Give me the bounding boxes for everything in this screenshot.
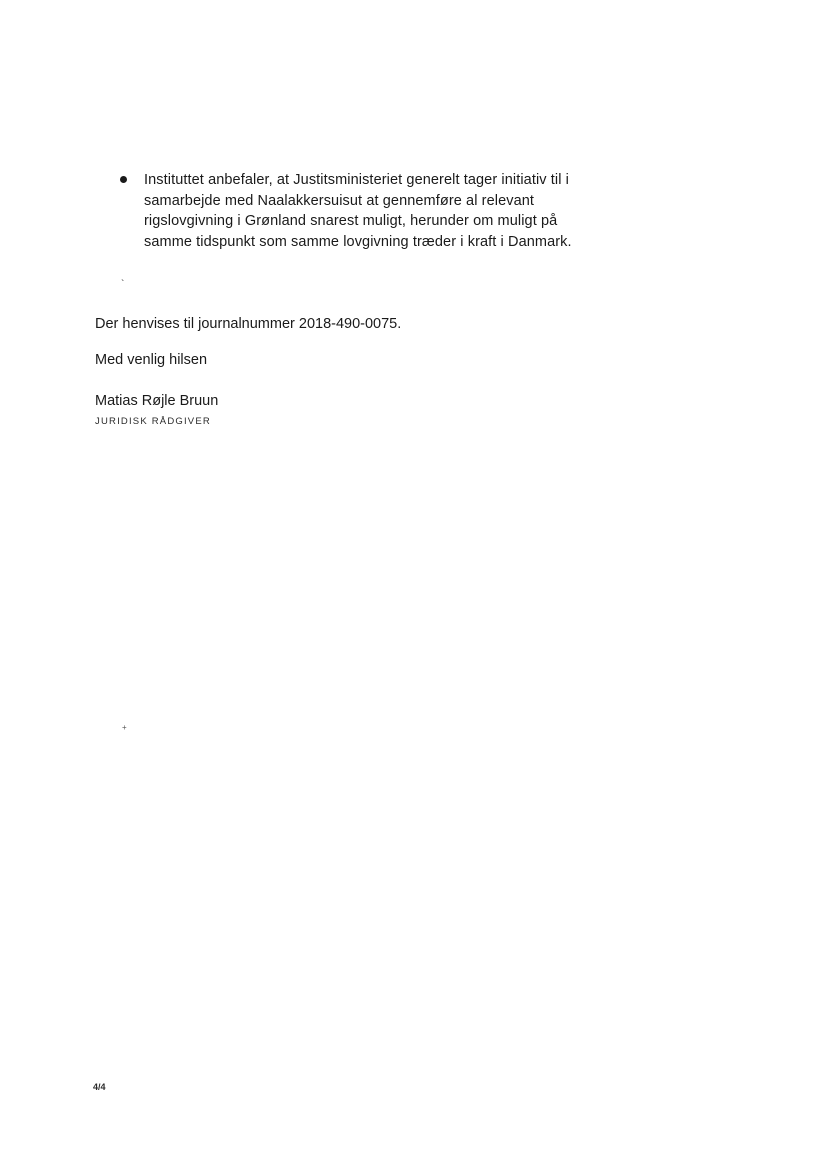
recommendation-text: Instituttet anbefaler, at Justitsministeriet generelt tager initiativ til i samarbejde med Naalakkersuisut at gennemføre al relevant rigslovgivning i Grønland snarest muligt, herunder om muligt på samme tidspunkt som samme lovgivning træder i kraft i Danmark. [144, 172, 572, 250]
bullet-icon [120, 176, 127, 183]
recommendation-bullet [118, 170, 578, 252]
journal-reference: Der henvises til journalnummer 2018-490-0075. [95, 316, 402, 332]
closing-greeting: Med venlig hilsen [95, 352, 208, 368]
page-number: 4/4 [93, 1082, 106, 1092]
stray-mark: ` [121, 279, 125, 290]
signer-title: JURIDISK RÅDGIVER [95, 416, 211, 427]
stray-mark: + [122, 723, 127, 732]
signer-name: Matias Røjle Bruun [95, 393, 219, 409]
